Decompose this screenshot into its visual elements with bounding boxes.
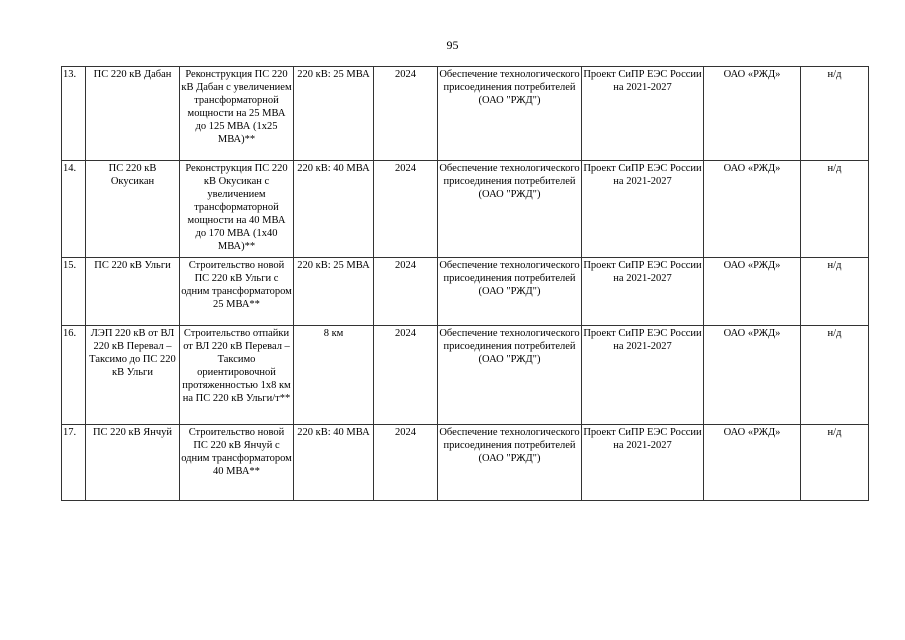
object-name: ПС 220 кВ Дабан [86, 67, 180, 161]
capacity: 220 кВ: 40 МВА [294, 425, 374, 501]
purpose: Обеспечение технологического присоединения потребителей (ОАО "РЖД") [438, 258, 582, 326]
object-name: ПС 220 кВ Окусикан [86, 161, 180, 258]
source-document: Проект СиПР ЕЭС России на 2021-2027 [582, 326, 704, 425]
source-document: Проект СиПР ЕЭС России на 2021-2027 [582, 425, 704, 501]
purpose: Обеспечение технологического присоединения потребителей (ОАО "РЖД") [438, 161, 582, 258]
organization: ОАО «РЖД» [704, 67, 801, 161]
capacity: 8 км [294, 326, 374, 425]
source-document: Проект СиПР ЕЭС России на 2021-2027 [582, 67, 704, 161]
cost: н/д [801, 67, 869, 161]
work-description: Строительство отпайки от ВЛ 220 кВ Перевал – Таксимо ориентировочной протяженностью 1х8 км на ПС 220 кВ Ульги/т** [180, 326, 294, 425]
capacity: 220 кВ: 40 МВА [294, 161, 374, 258]
row-number: 14. [62, 161, 86, 258]
table-row [62, 425, 869, 501]
cost: н/д [801, 161, 869, 258]
year: 2024 [374, 326, 438, 425]
year: 2024 [374, 161, 438, 258]
cost: н/д [801, 425, 869, 501]
purpose: Обеспечение технологического присоединения потребителей (ОАО "РЖД") [438, 67, 582, 161]
source-document: Проект СиПР ЕЭС России на 2021-2027 [582, 258, 704, 326]
table-row [62, 67, 869, 161]
organization: ОАО «РЖД» [704, 326, 801, 425]
source-document: Проект СиПР ЕЭС России на 2021-2027 [582, 161, 704, 258]
capacity: 220 кВ: 25 МВА [294, 67, 374, 161]
work-description: Реконструкция ПС 220 кВ Дабан с увеличением трансформаторной мощности на 25 МВА до 125 МВА (1х25 МВА)** [180, 67, 294, 161]
object-name: ПС 220 кВ Ульги [86, 258, 180, 326]
row-number: 17. [62, 425, 86, 501]
table-row [62, 326, 869, 425]
purpose: Обеспечение технологического присоединения потребителей (ОАО "РЖД") [438, 326, 582, 425]
year: 2024 [374, 425, 438, 501]
organization: ОАО «РЖД» [704, 161, 801, 258]
organization: ОАО «РЖД» [704, 258, 801, 326]
projects-table [61, 66, 869, 501]
table-row [62, 258, 869, 326]
cost: н/д [801, 326, 869, 425]
purpose: Обеспечение технологического присоединения потребителей (ОАО "РЖД") [438, 425, 582, 501]
work-description: Строительство новой ПС 220 кВ Янчуй с одним трансформатором 40 МВА** [180, 425, 294, 501]
work-description: Строительство новой ПС 220 кВ Ульги с одним трансформатором 25 МВА** [180, 258, 294, 326]
row-number: 13. [62, 67, 86, 161]
organization: ОАО «РЖД» [704, 425, 801, 501]
object-name: ЛЭП 220 кВ от ВЛ 220 кВ Перевал – Таксимо до ПС 220 кВ Ульги [86, 326, 180, 425]
year: 2024 [374, 67, 438, 161]
row-number: 16. [62, 326, 86, 425]
table-row [62, 161, 869, 258]
cost: н/д [801, 258, 869, 326]
work-description: Реконструкция ПС 220 кВ Окусикан с увеличением трансформаторной мощности на 40 МВА до 170 МВА (1х40 МВА)** [180, 161, 294, 258]
page-number: 95 [446, 38, 459, 52]
row-number: 15. [62, 258, 86, 326]
capacity: 220 кВ: 25 МВА [294, 258, 374, 326]
object-name: ПС 220 кВ Янчуй [86, 425, 180, 501]
year: 2024 [374, 258, 438, 326]
